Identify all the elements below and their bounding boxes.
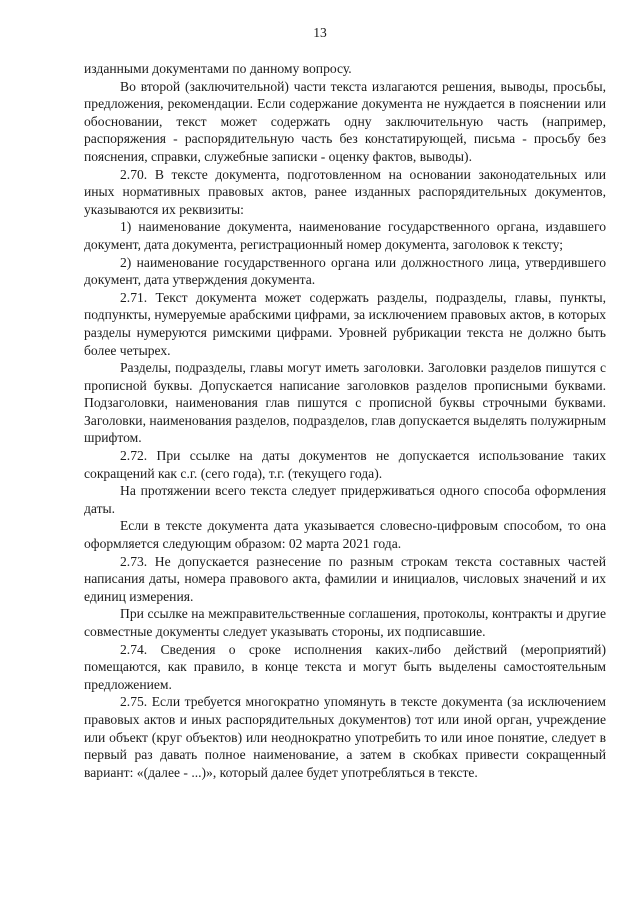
paragraph-agreements: При ссылке на межправительственные соглашения, протоколы, контракты и другие совместные документы следует указывать стороны, их подписавшие.	[84, 606, 606, 639]
paragraph-2-72: 2.72. При ссылке на даты документов не допускается использование таких сокращений как с.г. (сего года), т.г. (текущего года).	[84, 448, 606, 481]
list-item-1: 1) наименование документа, наименование государственного органа, издавшего документ, дата документа, регистрационный номер документа, заголовок к тексту;	[84, 219, 606, 252]
paragraph-date-format: Если в тексте документа дата указывается словесно-цифровым способом, то она оформляется следующим образом: 02 марта 2021 года.	[84, 518, 606, 552]
paragraph-headings: Разделы, подразделы, главы могут иметь заголовки. Заголовки разделов пишутся с прописной буквы. Допускается написание заголовков разделов прописными буквами. Подзаголовки, наименования глав пишутся с прописной буквы строчными буквами. Заголовки, наименования разделов, подразделов, глав допускается выделять полужирным шрифтом.	[84, 360, 606, 446]
paragraph-date-consistency: На протяжении всего текста следует придерживаться одного способа оформления даты.	[84, 483, 606, 516]
paragraph-2-73: 2.73. Не допускается разнесение по разным строкам текста составных частей написания даты, номера правового акта, фамилии и инициалов, числовых значений и их единиц измерения.	[84, 553, 606, 604]
list-item-2: 2) наименование государственного органа или должностного лица, утвердившего документ, дата утверждения документа.	[84, 254, 606, 288]
paragraph-2-74: 2.74. Сведения о сроке исполнения каких-либо действий (мероприятий) помещаются, как правило, в конце текста и могут быть выделены самостоятельным предложением.	[84, 641, 606, 692]
document-body	[84, 60, 606, 781]
paragraph-2-71: 2.71. Текст документа может содержать разделы, подразделы, главы, пункты, подпункты, нумеруемые арабскими цифрами, за исключением правовых актов, в которых разделы нумеруются римскими цифрами. Уровней рубрикации текста не должно быть более четырех.	[84, 289, 606, 358]
paragraph-continuation: изданными документами по данному вопросу.	[84, 61, 352, 76]
paragraph-final-part: Во второй (заключительной) части текста излагаются решения, выводы, просьбы, предложения, рекомендации. Если содержание документа не нуждается в пояснении или обосновании, текст может содержать одну заключительную часть (например, распоряжения - распорядительную часть без констатирующей, письма - просьбу без пояснения, справки, служебные записки - оценку фактов, выводы).	[84, 78, 606, 164]
page-number: 13	[313, 25, 327, 40]
paragraph-2-75: 2.75. Если требуется многократно упомянуть в тексте документа (за исключением правовых актов и иных распорядительных документов) тот или иной орган, учреждение или объект (круг объектов) или неоднократно употребить то или иное понятие, следует в первый раз давать полное наименование, а затем в скобках привести сокращенный вариант: «(далее - ...)», который далее будет употребляться в тексте.	[84, 694, 606, 780]
paragraph-2-70: 2.70. В тексте документа, подготовленном на основании законодательных или иных нормативных правовых актов, ранее изданных распорядительных документов, указываются их реквизиты:	[84, 166, 606, 217]
